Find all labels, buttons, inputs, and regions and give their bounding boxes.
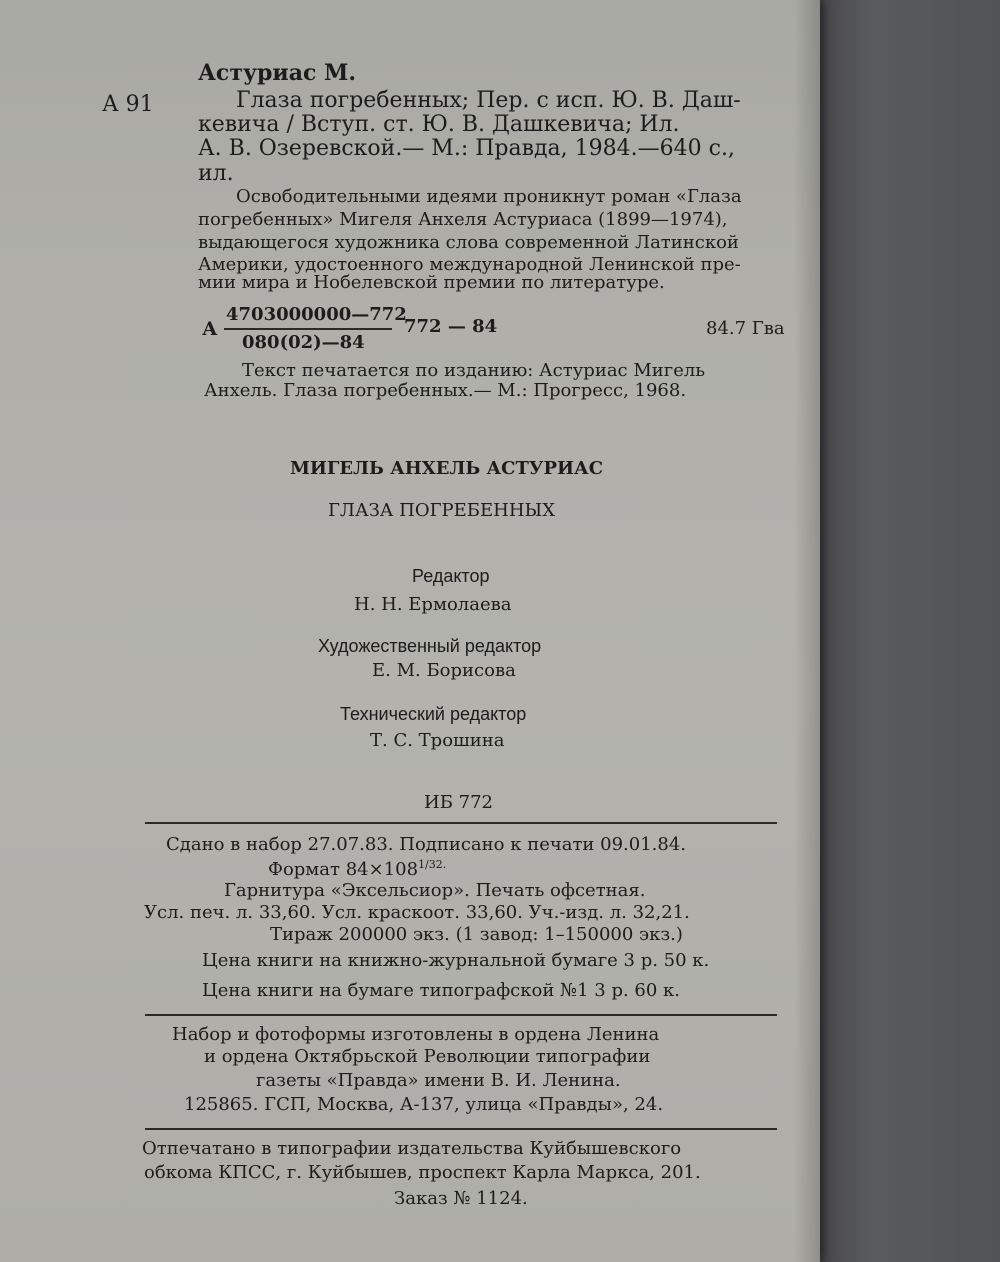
catalog-author-heading: Астуриас М. <box>198 60 357 86</box>
index-suffix: 772 — 84 <box>404 316 498 337</box>
annotation-line: Освободительными идеями проникнут роман «Глаза <box>236 186 742 207</box>
bib-line: А. В. Озеревской.— М.: Правда, 1984.—640 с., <box>198 136 735 161</box>
order-number: Заказ № 1124. <box>394 1188 528 1209</box>
plates-line: и ордена Октябрьской Революции типографии <box>204 1046 651 1067</box>
index-letter: А <box>202 318 218 340</box>
source-line: Текст печатается по изданию: Астуриас Мигель <box>242 360 706 381</box>
bib-line: ил. <box>198 161 234 186</box>
divider <box>145 1128 777 1130</box>
bbk-code: 84.7 Гва <box>706 318 785 339</box>
format-fraction: 1/32. <box>418 858 447 871</box>
catalog-code: А 91 <box>102 92 154 117</box>
bib-line: кевича / Вступ. ст. Ю. В. Дашкевича; Ил. <box>198 112 680 137</box>
book-author: МИГЕЛЬ АНХЕЛЬ АСТУРИАС <box>290 458 604 479</box>
imprint-line: Цена книги на бумаге типографской №1 3 р. 60 к. <box>202 980 681 1001</box>
divider <box>145 822 777 824</box>
index-numerator: 4703000000—772 <box>226 304 407 325</box>
annotation-line: Америки, удостоенного международной Ленинской пре- <box>198 254 741 275</box>
book-title: ГЛАЗА ПОГРЕБЕННЫХ <box>328 500 556 521</box>
plates-line: Набор и фотоформы изготовлены в ордена Ленина <box>172 1024 660 1045</box>
index-denominator: 080(02)—84 <box>242 332 365 353</box>
imprint-line: Сдано в набор 27.07.83. Подписано к печати 09.01.84. <box>166 834 687 855</box>
background-shadow <box>812 0 1000 1262</box>
imprint-line: Цена книги на книжно-журнальной бумаге 3 р. 50 к. <box>202 950 710 971</box>
tech-editor-role: Технический редактор <box>340 704 527 724</box>
annotation-line: выдающегося художника слова современной Латинской <box>198 232 739 253</box>
annotation-line: мии мира и Нобелевской премии по литературе. <box>198 272 665 293</box>
divider <box>145 1014 777 1016</box>
imprint-line: Формат 84×108 <box>268 859 419 880</box>
editor-name: Н. Н. Ермолаева <box>354 594 512 615</box>
art-editor-role: Художественный редактор <box>318 636 542 656</box>
printer-line: обкома КПСС, г. Куйбышев, проспект Карла Маркса, 201. <box>144 1162 701 1183</box>
ib-number: ИБ 772 <box>424 792 494 813</box>
tech-editor-name: Т. С. Трошина <box>370 730 505 751</box>
imprint-format <box>268 858 446 880</box>
bib-line: Глаза погребенных; Пер. с исп. Ю. В. Даш- <box>236 88 741 113</box>
imprint-line: Тираж 200000 экз. (1 завод: 1–150000 экз.) <box>270 924 683 945</box>
annotation-line: погребенных» Мигеля Анхеля Астуриаса (1899—1974), <box>198 209 728 230</box>
art-editor-name: Е. М. Борисова <box>372 660 516 681</box>
editor-role: Редактор <box>412 566 490 586</box>
source-line: Анхель. Глаза погребенных.— М.: Прогресс, 1968. <box>204 380 687 401</box>
plates-line: 125865. ГСП, Москва, А-137, улица «Правды», 24. <box>184 1094 664 1115</box>
plates-line: газеты «Правда» имени В. И. Ленина. <box>256 1070 621 1091</box>
printer-line: Отпечатано в типографии издательства Куйбышевского <box>142 1138 682 1159</box>
imprint-line: Усл. печ. л. 33,60. Усл. краскоот. 33,60. Уч.-изд. л. 32,21. <box>144 902 690 923</box>
fraction-bar <box>224 328 392 330</box>
imprint-line: Гарнитура «Эксельсиор». Печать офсетная. <box>224 880 646 901</box>
